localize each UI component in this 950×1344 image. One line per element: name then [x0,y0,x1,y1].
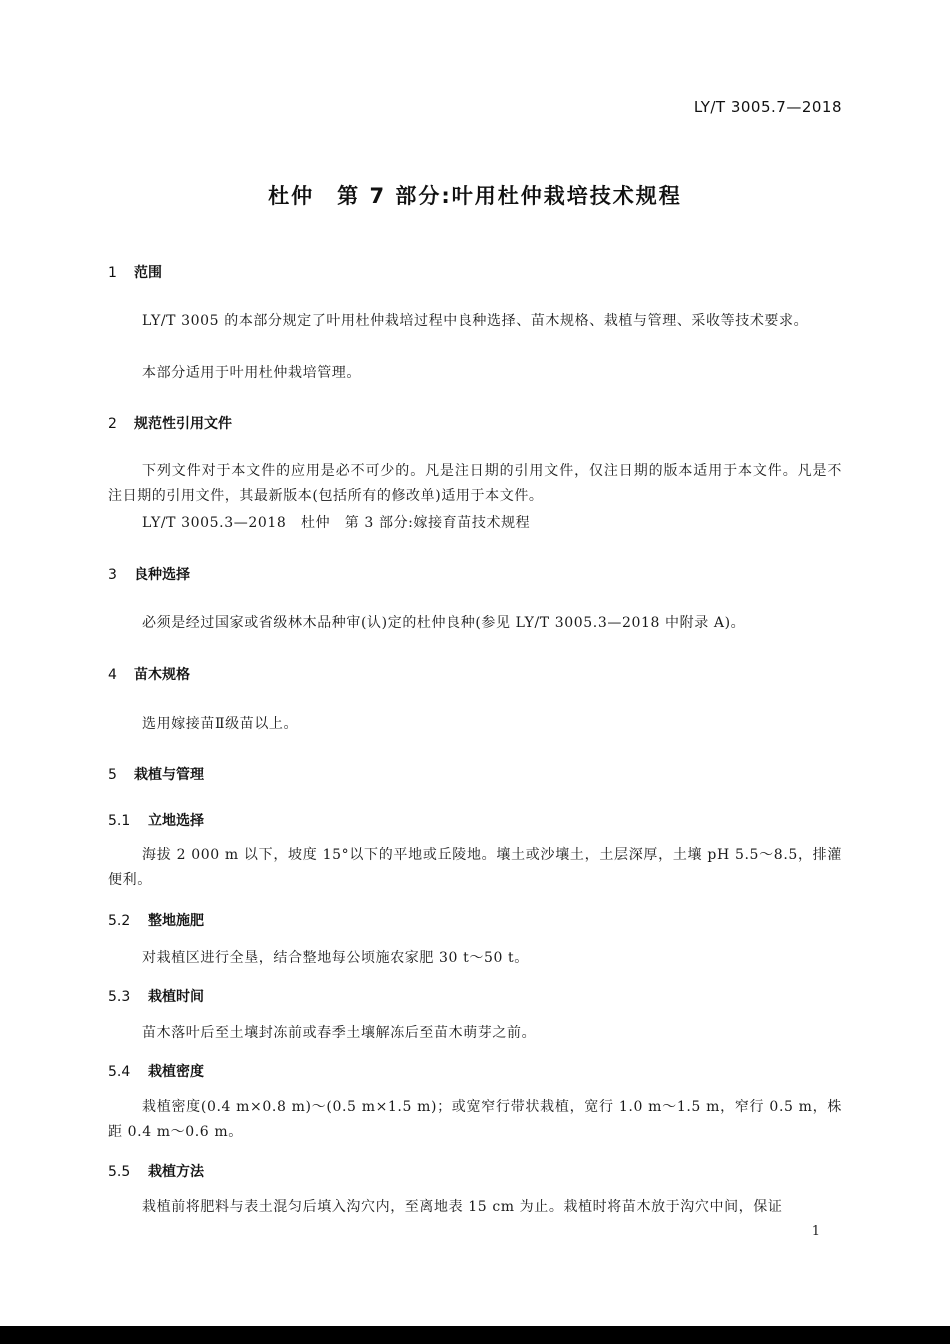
paragraph: 本部分适用于叶用杜仲栽培管理。 [142,365,361,381]
section-heading-variety-selection [108,564,190,584]
subsection-title: 栽植方法 [148,1164,204,1180]
section-heading-normative-references [108,413,232,433]
subsection-number: 5.4 [108,1064,131,1080]
section-heading-planting-management [108,764,204,784]
subsection-heading-planting-density [108,1061,204,1081]
section-number: 5 [108,767,117,783]
subsection-heading-planting-time [108,986,204,1006]
paragraph: 栽植前将肥料与表土混匀后填入沟穴内，至离地表 15 cm 为止。栽植时将苗木放于沟穴中间，保证 [142,1199,783,1215]
paragraph: LY/T 3005 的本部分规定了叶用杜仲栽培过程中良种选择、苗木规格、栽植与管理、采收等技术要求。 [142,313,809,329]
section-title: 范围 [134,265,162,281]
subsection-heading-land-preparation [108,910,204,930]
standard-code: LY/T 3005.7—2018 [693,98,842,116]
paragraph: 对栽植区进行全垦，结合整地每公顷施农家肥 30 t～50 t。 [142,950,529,966]
paragraph: 下列文件对于本文件的应用是必不可少的。凡是注日期的引用文件，仅注日期的版本适用于本文件。凡是不注日期的引用文件，其最新版本(包括所有的修改单)适用于本文件。 [108,463,842,504]
paragraph: 必须是经过国家或省级林木品种审(认)定的杜仲良种(参见 LY/T 3005.3—2018 中附录 A)。 [142,615,746,631]
section-title: 良种选择 [134,567,190,583]
section-heading-seedling-specs [108,664,190,684]
section-title: 苗木规格 [134,667,190,683]
section-number: 2 [108,416,117,432]
subsection-heading-site-selection [108,810,204,830]
subsection-number: 5.5 [108,1164,131,1180]
section-number: 4 [108,667,117,683]
subsection-number: 5.1 [108,813,131,829]
bottom-border-bar [0,1326,950,1344]
section-heading-scope [108,262,162,282]
paragraph: 海拔 2 000 m 以下，坡度 15°以下的平地或丘陵地。壤土或沙壤土，土层深厚，土壤 pH 5.5～8.5，排灌便利。 [108,847,842,888]
subsection-heading-planting-method [108,1161,204,1181]
subsection-title: 立地选择 [148,813,204,829]
section-number: 3 [108,567,117,583]
subsection-number: 5.3 [108,989,131,1005]
subsection-title: 栽植密度 [148,1064,204,1080]
subsection-title: 整地施肥 [148,913,204,929]
document-title: 杜仲 第 7 部分:叶用杜仲栽培技术规程 [268,184,682,208]
paragraph: 选用嫁接苗Ⅱ级苗以上。 [142,716,299,732]
reference-item: LY/T 3005.3—2018 杜仲 第 3 部分:嫁接育苗技术规程 [142,515,531,531]
page-number: 1 [811,1224,820,1239]
paragraph: 栽植密度(0.4 m×0.8 m)～(0.5 m×1.5 m)；或宽窄行带状栽植，宽行 1.0 m～1.5 m，窄行 0.5 m，株距 0.4 m～0.6 m。 [108,1099,842,1140]
subsection-number: 5.2 [108,913,131,929]
section-title: 规范性引用文件 [134,416,232,432]
section-number: 1 [108,265,117,281]
paragraph: 苗木落叶后至土壤封冻前或春季土壤解冻后至苗木萌芽之前。 [142,1025,537,1041]
section-title: 栽植与管理 [134,767,204,783]
subsection-title: 栽植时间 [148,989,204,1005]
